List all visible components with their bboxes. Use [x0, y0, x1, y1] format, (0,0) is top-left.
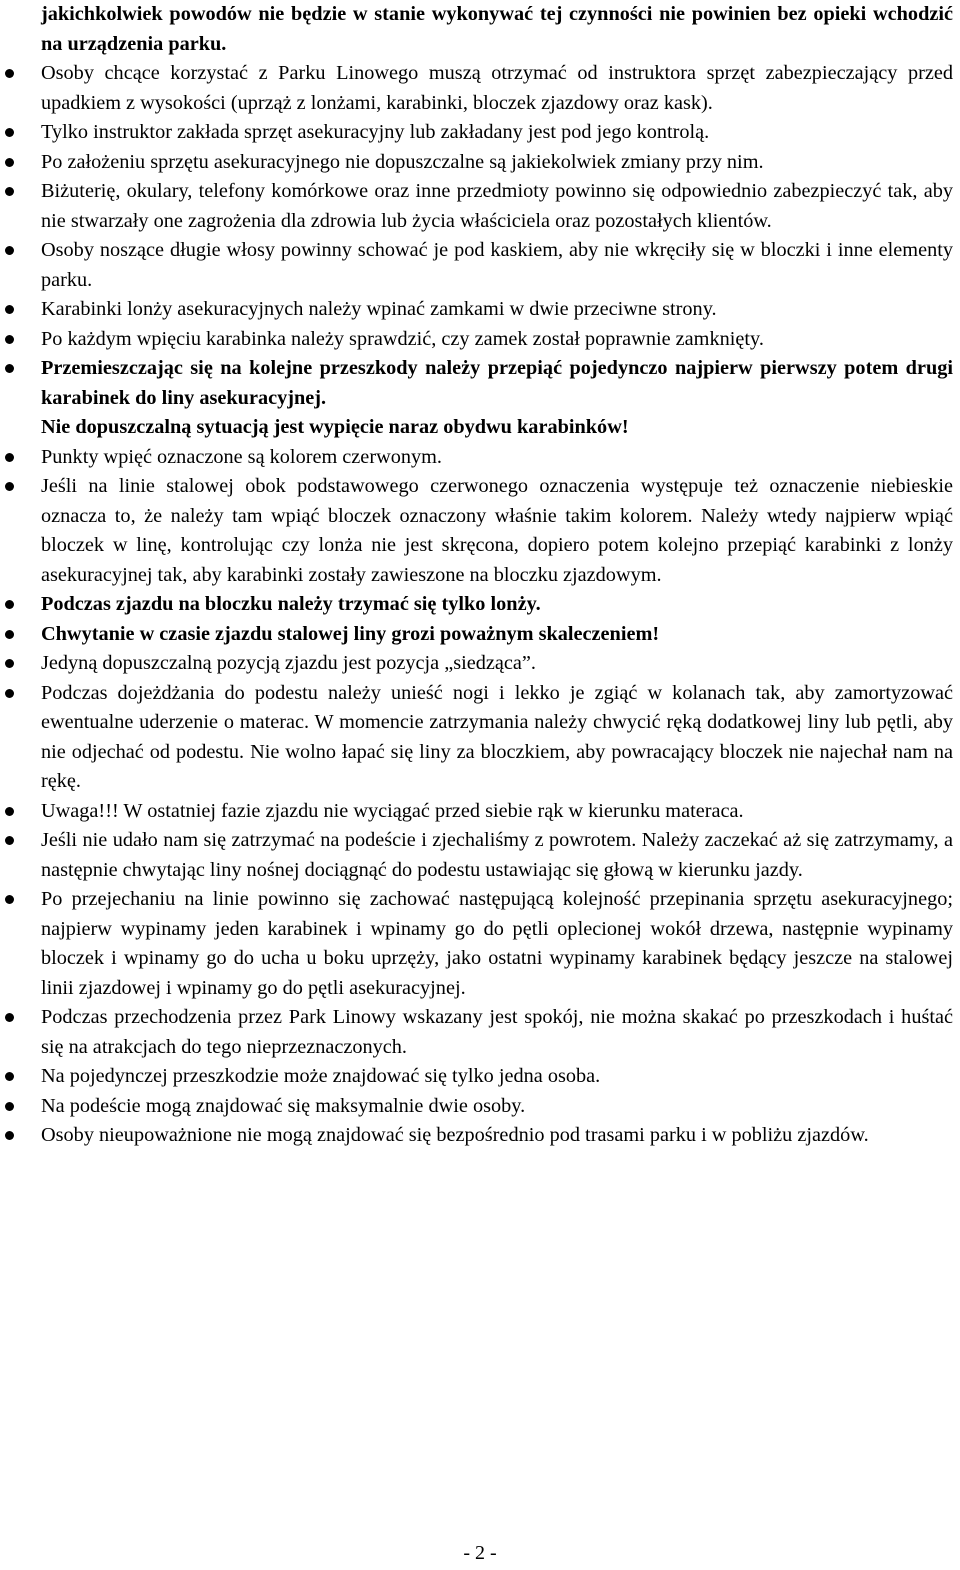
- rule-item: [0, 295, 960, 325]
- rule-text: Podczas przechodzenia przez Park Linowy wskazany jest spokój, nie można skakać po przeszkodach i huśtać się na atrakcjach do tego nieprzeznaczonych.: [41, 1006, 953, 1058]
- rule-text: Tylko instruktor zakłada sprzęt asekuracyjny lub zakładany jest pod jego kontrolą.: [41, 121, 710, 143]
- rule-text: Po założeniu sprzętu asekuracyjnego nie dopuszczalne są jakiekolwiek zmiany przy nim.: [41, 150, 764, 173]
- bullet-icon: [5, 807, 14, 816]
- rule-item: [0, 148, 960, 178]
- rule-item: [0, 177, 960, 236]
- bullet-icon: [5, 630, 14, 639]
- rules-list: [0, 59, 960, 1151]
- rule-item: [0, 590, 960, 620]
- rule-text: Jeśli nie udało nam się zatrzymać na podeście i zjechaliśmy z powrotem. Należy zaczekać aż się zatrzymamy, a następnie chwytając liny nośnej dociągnąć do podestu ustawiając się głową w kierunku jazdy.: [41, 829, 953, 881]
- bullet-icon: [5, 600, 14, 609]
- bullet-icon: [5, 1131, 14, 1140]
- rule-item: [0, 236, 960, 295]
- rule-item: [0, 354, 960, 443]
- rule-item: [0, 620, 960, 650]
- bullet-icon: [5, 246, 14, 255]
- rule-text: Podczas zjazdu na bloczku należy trzymać się tylko lonży.: [41, 593, 541, 615]
- bullet-icon: [5, 335, 14, 344]
- rule-text: Podczas dojeżdżania do podestu należy unieść nogi i lekko je zgiąć w kolanach tak, aby zamortyzować ewentualne uderzenie o materac. W momencie zatrzymania należy chwycić ręką dodatkowej liny lub pętli, aby nie odjechać od podestu. Nie wolno łapać się liny za bloczkiem, aby powracający bloczek nie najechał nam na rękę.: [41, 681, 953, 792]
- rule-item: [0, 885, 960, 1003]
- bullet-icon: [5, 158, 14, 167]
- rule-text: Przemieszczając się na kolejne przeszkody należy przepiąć pojedynczo najpierw pierwszy potem drugi karabinek do liny asekuracyjnej.: [41, 357, 953, 409]
- rule-item: [0, 325, 960, 355]
- rule-item: [0, 679, 960, 797]
- rule-text: Na podeście mogą znajdować się maksymalnie dwie osoby.: [41, 1094, 526, 1117]
- bullet-icon: [5, 128, 14, 137]
- rule-item: [0, 443, 960, 473]
- rule-text: Karabinki lonży asekuracyjnych należy wpinać zamkami w dwie przeciwne strony.: [41, 298, 717, 320]
- bullet-icon: [5, 1013, 14, 1022]
- rule-item: [0, 649, 960, 679]
- bullet-icon: [5, 482, 14, 491]
- bullet-icon: [5, 659, 14, 668]
- rule-extra-text: Nie dopuszczalną sytuacją jest wypięcie naraz obydwu karabinków!: [41, 416, 629, 438]
- rule-text: Osoby nieupoważnione nie mogą znajdować się bezpośrednio pod trasami parku i w pobliżu zjazdów.: [41, 1124, 869, 1146]
- rule-item: [0, 472, 960, 590]
- bullet-icon: [5, 305, 14, 314]
- rule-text: Na pojedynczej przeszkodzie może znajdować się tylko jedna osoba.: [41, 1065, 601, 1087]
- page-number: - 2 -: [463, 1542, 497, 1564]
- rule-text: Po każdym wpięciu karabinka należy sprawdzić, czy zamek został poprawnie zamknięty.: [41, 327, 764, 350]
- bullet-icon: [5, 453, 14, 462]
- rule-item: [0, 826, 960, 885]
- bullet-icon: [5, 1102, 14, 1111]
- continuation-paragraph: jakichkolwiek powodów nie będzie w stanie wykonywać tej czynności nie powinien bez opieki wchodzić na urządzenia parku.: [41, 3, 953, 55]
- rule-item: [0, 1121, 960, 1151]
- rule-text: Po przejechaniu na linie powinno się zachować następującą kolejność przepinania sprzętu asekuracyjnego; najpierw wypinamy jeden karabinek i wpinamy go do pętli oplecionej wokół drzewa, następnie wypinamy bloczek i wpinamy go do ucha u boku uprzęży, jako ostatni wypinamy karabinek będący jeszcze na stalowej linii zjazdowej i wpinamy go do pętli asekuracyjnej.: [41, 888, 953, 999]
- bullet-icon: [5, 364, 14, 373]
- bullet-icon: [5, 836, 14, 845]
- rule-text: Chwytanie w czasie zjazdu stalowej liny grozi poważnym skaleczeniem!: [41, 622, 660, 645]
- rule-item: [0, 59, 960, 118]
- rule-text: Jeśli na linie stalowej obok podstawowego czerwonego oznaczenia występuje też oznaczenie niebieskie oznacza to, że należy tam wpiąć bloczek oznaczony właśnie takim kolorem. Należy wtedy najpierw wpiąć bloczek w linę, kontrolując czy lonża nie jest skręcona, dopiero potem kolejno przepiąć karabinki z lonży asekuracyjnej tak, aby karabinki zostały zawieszone na bloczku zjazdowym.: [41, 475, 953, 586]
- rule-item: [0, 118, 960, 148]
- rule-text: Jedyną dopuszczalną pozycją zjazdu jest pozycja „siedząca”.: [41, 652, 536, 674]
- rule-text: Punkty wpięć oznaczone są kolorem czerwonym.: [41, 445, 442, 468]
- rule-item: [0, 797, 960, 827]
- rule-text: Osoby chcące korzystać z Parku Linowego muszą otrzymać od instruktora sprzęt zabezpieczający przed upadkiem z wysokości (uprząż z lonżami, karabinki, bloczek zjazdowy oraz kask).: [41, 62, 953, 114]
- bullet-icon: [5, 689, 14, 698]
- bullet-icon: [5, 1072, 14, 1081]
- rule-text: Uwaga!!! W ostatniej fazie zjazdu nie wyciągać przed siebie rąk w kierunku materaca.: [41, 799, 744, 822]
- rule-item: [0, 1062, 960, 1092]
- bullet-icon: [5, 895, 14, 904]
- bullet-icon: [5, 187, 14, 196]
- rule-item: [0, 1003, 960, 1062]
- rule-item: [0, 1092, 960, 1122]
- rule-text: Biżuterię, okulary, telefony komórkowe oraz inne przedmioty powinno się odpowiednio zabezpieczyć tak, aby nie stwarzały one zagrożenia dla zdrowia lub życia właściciela oraz pozostałych klientów.: [41, 180, 953, 232]
- bullet-icon: [5, 69, 14, 78]
- rule-text: Osoby noszące długie włosy powinny schować je pod kaskiem, aby nie wkręciły się w bloczki i inne elementy parku.: [41, 239, 953, 291]
